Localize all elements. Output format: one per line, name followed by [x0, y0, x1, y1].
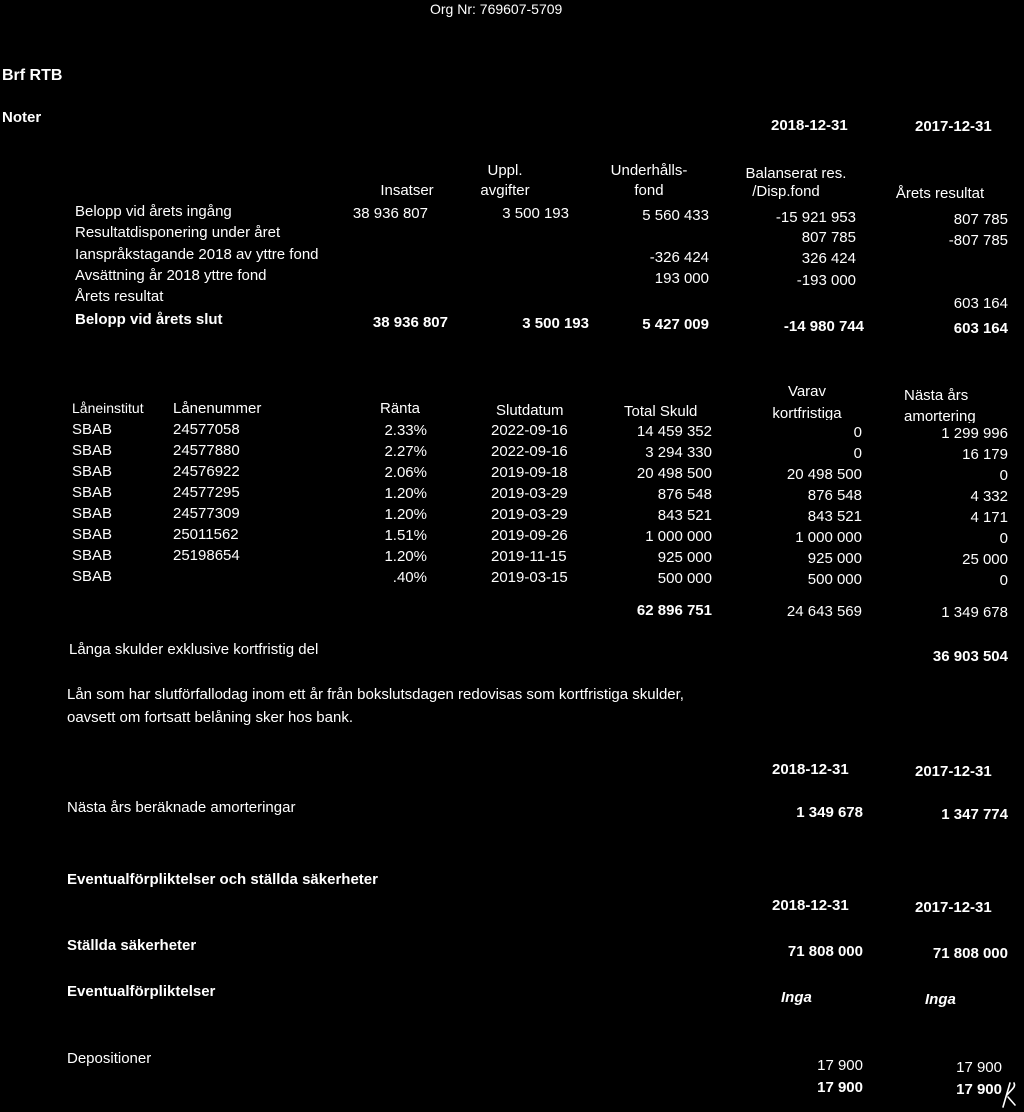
- loan-cell-next: 1 299 996: [941, 425, 1008, 442]
- loan-header-short: Varav: [787, 383, 827, 400]
- loan-cell-rate: .40%: [392, 569, 427, 586]
- loan-header-institute: Låneinstitut: [72, 400, 144, 416]
- loan-cell-short: 0: [853, 424, 862, 441]
- equity-col-header: Balanserat res.: [745, 165, 847, 182]
- loan-cell-end-date: 2022-09-16: [491, 422, 568, 439]
- loan-header-rate: Ränta: [380, 400, 421, 417]
- equity-cell: 193 000: [654, 270, 709, 287]
- loan-cell-total: 14 459 352: [636, 423, 712, 440]
- equity-row-label: Årets resultat: [75, 288, 164, 305]
- loan-cell-rate: 2.06%: [384, 464, 427, 481]
- loan-cell-institute: SBAB: [72, 526, 113, 543]
- pledged-previous: 71 808 000: [932, 945, 1008, 962]
- loan-cell-next: 25 000: [962, 551, 1008, 568]
- contingent-current: Inga: [781, 989, 812, 1006]
- deposits-previous: 17 900: [956, 1059, 1002, 1076]
- loan-cell-next: 16 179: [962, 446, 1008, 463]
- loan-cell-next: 4 171: [970, 509, 1008, 526]
- equity-col-header: /Disp.fond: [752, 183, 820, 200]
- equity-row-label: Avsättning år 2018 yttre fond: [75, 267, 267, 284]
- loan-cell-institute: SBAB: [72, 421, 113, 438]
- loan-header-number: Lånenummer: [173, 400, 262, 417]
- pledges-date-current: 2018-12-31: [772, 897, 849, 914]
- loan-cell-short: 20 498 500: [786, 466, 862, 483]
- loan-cell-end-date: 2019-03-29: [491, 485, 568, 502]
- pledges-heading: Eventualförpliktelser och ställda säkerheter: [67, 871, 378, 888]
- loan-header-next: amortering: [904, 408, 976, 423]
- loan-header-total: Total Skuld: [624, 403, 698, 420]
- loan-cell-end-date: 2019-09-18: [491, 464, 568, 481]
- amort-label: Nästa års beräknade amorteringar: [67, 799, 296, 816]
- amort-date-previous: 2017-12-31: [915, 763, 992, 780]
- loan-cell-rate: 2.27%: [384, 443, 427, 460]
- loan-cell-short: 0: [853, 445, 862, 462]
- equity-row-label: Belopp vid årets ingång: [75, 203, 232, 220]
- equity-cell: 38 936 807: [372, 314, 448, 331]
- pledged-current: 71 808 000: [787, 943, 863, 960]
- loan-cell-total: 3 294 330: [645, 444, 712, 461]
- equity-col-header: Uppl.: [487, 162, 523, 179]
- equity-row-label: Resultatdisponering under året: [75, 224, 281, 241]
- equity-cell: -807 785: [948, 232, 1008, 249]
- equity-col-header: avgifter: [480, 182, 530, 199]
- deposits-label: Depositioner: [67, 1050, 152, 1067]
- loan-cell-rate: 1.20%: [384, 485, 427, 502]
- equity-cell: 603 164: [953, 295, 1008, 312]
- loan-cell-short: 925 000: [807, 550, 862, 567]
- loan-cell-next: 0: [999, 467, 1008, 484]
- loan-cell-next: 0: [999, 572, 1008, 589]
- loan-cell-rate: 1.20%: [384, 548, 427, 565]
- loan-cell-end-date: 2019-03-29: [491, 506, 568, 523]
- loan-cell-total: 500 000: [657, 570, 712, 587]
- equity-cell: 38 936 807: [352, 205, 428, 222]
- loan-cell-end-date: 2022-09-16: [491, 443, 568, 460]
- loan-cell-short: 500 000: [807, 571, 862, 588]
- loan-cell-total: 20 498 500: [636, 465, 712, 482]
- equity-cell: 3 500 193: [502, 205, 569, 222]
- date-previous: 2017-12-31: [915, 118, 992, 135]
- equity-cell: 5 560 433: [642, 207, 709, 224]
- loan-cell-number: 25198654: [173, 547, 240, 564]
- loan-cell-institute: SBAB: [72, 463, 113, 480]
- loan-cell-number: 24577309: [173, 505, 240, 522]
- loan-cell-end-date: 2019-11-15: [491, 548, 567, 565]
- loan-cell-institute: SBAB: [72, 505, 113, 522]
- loan-cell-short: 843 521: [807, 508, 862, 525]
- contingent-label: Eventualförpliktelser: [67, 983, 216, 1000]
- long-term-value: 36 903 504: [932, 648, 1008, 665]
- long-term-label: Långa skulder exklusive kortfristig del: [69, 641, 319, 658]
- loan-cell-rate: 2.33%: [384, 422, 427, 439]
- company-name: Brf RTB: [2, 67, 63, 84]
- equity-cell: 3 500 193: [522, 315, 589, 332]
- deposits-total-current: 17 900: [817, 1079, 863, 1096]
- equity-cell: -14 980 744: [783, 318, 864, 335]
- loan-cell-number: 25011562: [173, 526, 239, 543]
- loan-cell-total: 843 521: [657, 507, 712, 524]
- equity-col-header: Underhålls-: [610, 162, 688, 179]
- loan-header-short: kortfristiga: [772, 405, 842, 420]
- loan-cell-number: 24576922: [173, 463, 240, 480]
- loan-cell-rate: 1.51%: [384, 527, 427, 544]
- equity-cell: -326 424: [649, 249, 709, 266]
- loan-cell-number: 24577058: [173, 421, 240, 438]
- deposits-total-previous: 17 900: [956, 1081, 1002, 1098]
- equity-cell: 807 785: [801, 229, 856, 246]
- loan-total-sum: 62 896 751: [636, 602, 712, 619]
- loan-cell-number: 24577295: [173, 484, 240, 501]
- equity-col-header: Insatser: [380, 182, 434, 199]
- loan-cell-end-date: 2019-09-26: [491, 527, 568, 544]
- equity-cell: 807 785: [953, 211, 1008, 228]
- loan-cell-end-date: 2019-03-15: [491, 569, 568, 586]
- loan-cell-short: 1 000 000: [795, 529, 862, 546]
- amort-date-current: 2018-12-31: [772, 761, 849, 778]
- equity-row-label: Ianspråkstagande 2018 av yttre fond: [75, 246, 319, 263]
- equity-cell: 603 164: [953, 320, 1008, 337]
- loan-cell-total: 925 000: [657, 549, 712, 566]
- date-current: 2018-12-31: [771, 117, 848, 134]
- loan-cell-institute: SBAB: [72, 568, 113, 585]
- equity-cell: 326 424: [801, 250, 856, 267]
- amort-previous: 1 347 774: [941, 806, 1008, 823]
- equity-cell: 5 427 009: [642, 316, 709, 333]
- section-title: Noter: [2, 109, 42, 126]
- loan-cell-total: 876 548: [657, 486, 712, 503]
- deposits-current: 17 900: [817, 1057, 863, 1074]
- loan-cell-institute: SBAB: [72, 547, 113, 564]
- loan-cell-next: 0: [999, 530, 1008, 547]
- equity-cell: -193 000: [796, 272, 856, 289]
- loan-cell-next: 4 332: [970, 488, 1008, 505]
- loan-cell-short: 876 548: [807, 487, 862, 504]
- loan-header-end-date: Slutdatum: [496, 402, 564, 419]
- pledged-label: Ställda säkerheter: [67, 937, 197, 954]
- contingent-previous: Inga: [925, 991, 956, 1008]
- equity-col-header: Årets resultat: [895, 185, 985, 202]
- org-number: Org Nr: 769607-5709: [430, 1, 563, 17]
- loan-cell-rate: 1.20%: [384, 506, 427, 523]
- equity-col-header: fond: [634, 182, 664, 199]
- note-text: oavsett om fortsatt belåning sker hos bank.: [67, 709, 353, 726]
- loan-cell-total: 1 000 000: [645, 528, 712, 545]
- loan-header-next: Nästa års: [904, 387, 969, 404]
- pledges-date-previous: 2017-12-31: [915, 899, 992, 916]
- loan-cell-institute: SBAB: [72, 442, 113, 459]
- loan-total-next: 1 349 678: [941, 604, 1008, 621]
- amort-current: 1 349 678: [796, 804, 863, 821]
- signature-mark: [1000, 1079, 1018, 1109]
- loan-cell-institute: SBAB: [72, 484, 113, 501]
- note-text: Lån som har slutförfallodag inom ett år från bokslutsdagen redovisas som kortfristiga skulder,: [67, 686, 684, 703]
- loan-total-short: 24 643 569: [786, 603, 862, 620]
- loan-cell-number: 24577880: [173, 442, 240, 459]
- equity-row-label: Belopp vid årets slut: [75, 311, 223, 328]
- equity-cell: -15 921 953: [775, 209, 856, 226]
